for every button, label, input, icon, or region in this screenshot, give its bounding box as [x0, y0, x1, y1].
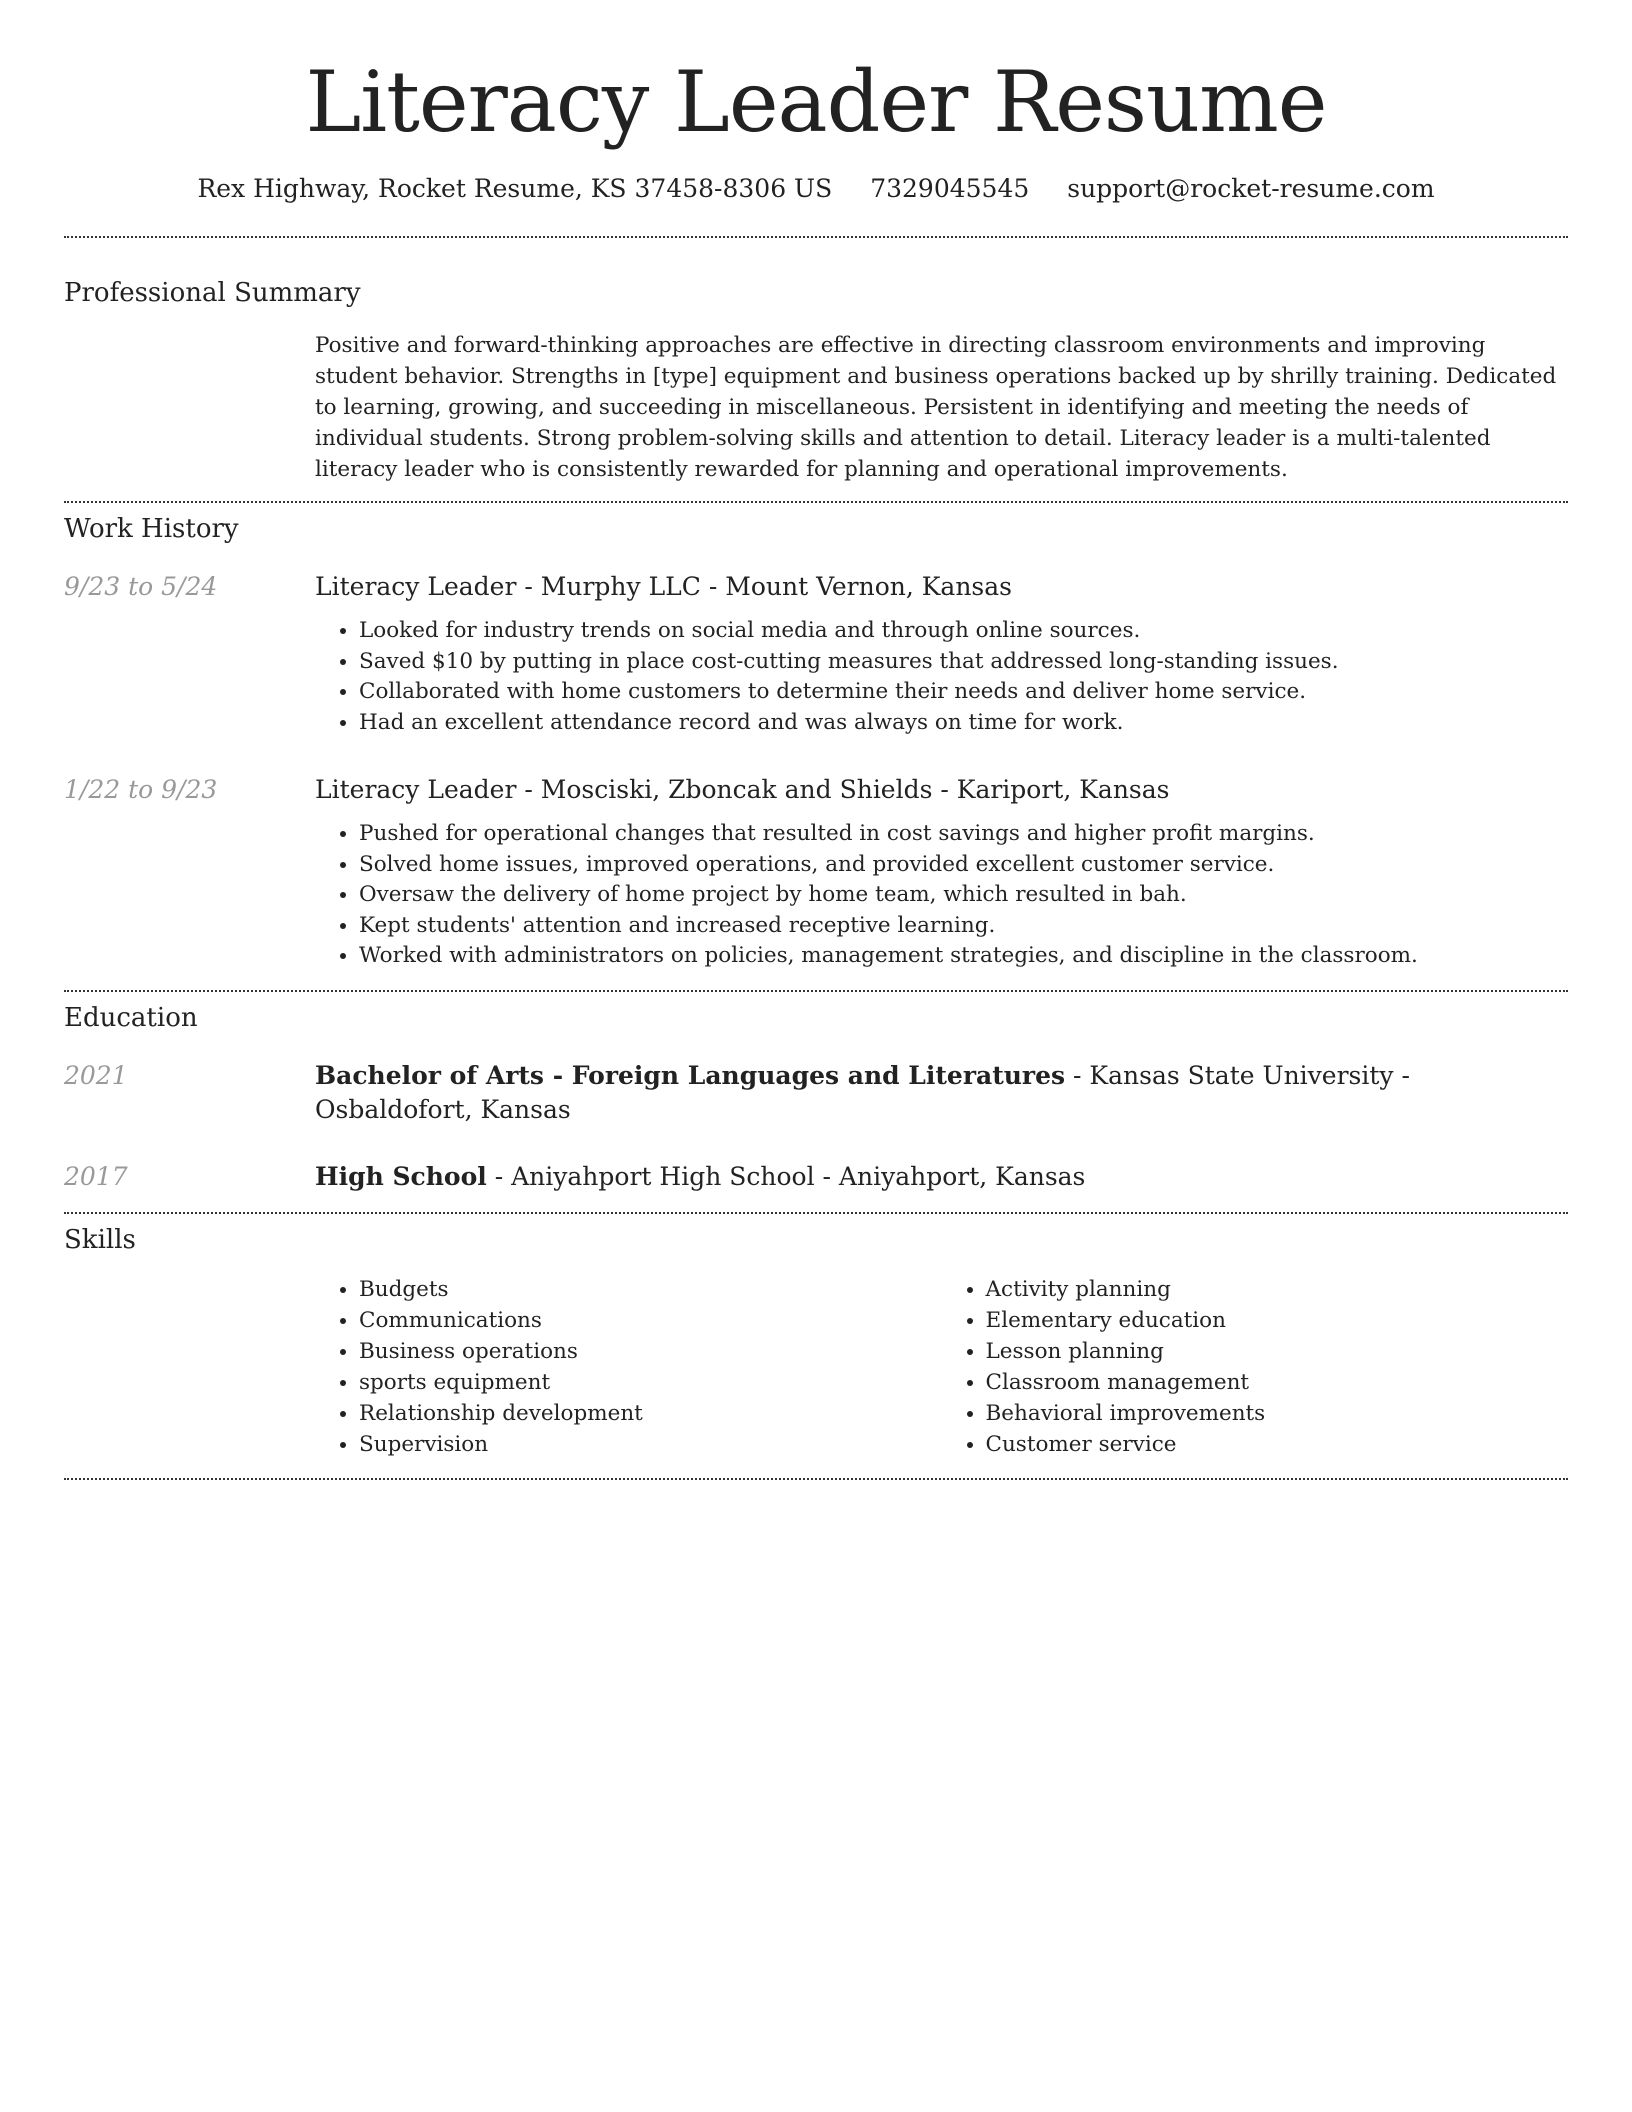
list-item: • Oversaw the delivery of home project by home team, which resulted in bah. — [359, 880, 1568, 911]
job-title: Literacy Leader - Murphy LLC - Mount Vernon, Kansas — [315, 572, 1012, 601]
section-divider — [64, 1478, 1568, 1480]
list-item: • Activity planning — [986, 1274, 1569, 1305]
list-item: • Worked with administrators on policies, management strategies, and discipline in the classroom. — [359, 941, 1568, 972]
summary-text: Positive and forward-thinking approaches are effective in directing classroom environments and improving student behavior. Strengths in [type] equipment and business operations backed up by shrilly training. Dedicated to learning, growing, and succeeding in miscellaneous. Persistent in identifying and meeting the needs of individual students. Strong problem-solving skills and attention to detail. Literacy leader is a multi-talented literacy leader who is consistently rewarded for planning and operational improvements. — [315, 333, 1557, 482]
list-item: • Lesson planning — [986, 1336, 1569, 1367]
education-school: - Kansas State University - Osbaldofort, Kansas — [315, 1060, 1410, 1124]
education-entry — [64, 1059, 1568, 1127]
job-title: Literacy Leader - Mosciski, Zboncak and Shields - Kariport, Kansas — [315, 775, 1170, 804]
resume-page — [64, 0, 1568, 1480]
education-year: 2017 — [64, 1161, 128, 1191]
list-item: • Classroom management — [986, 1367, 1569, 1398]
education-details — [315, 1160, 1568, 1194]
job-entry — [64, 773, 1568, 972]
contact-address: Rex Highway, Rocket Resume, KS 37458-8306 US — [197, 174, 833, 203]
summary-section — [64, 276, 1568, 485]
list-item: • Budgets — [359, 1274, 942, 1305]
skills-list-left — [315, 1274, 942, 1460]
skills-list-right — [942, 1274, 1569, 1460]
education-year: 2021 — [64, 1060, 128, 1090]
list-item: • Relationship development — [359, 1398, 942, 1429]
work-history-section — [64, 512, 1568, 972]
list-item: • Solved home issues, improved operations, and provided excellent customer service. — [359, 850, 1568, 881]
contact-phone: 7329045545 — [870, 174, 1030, 203]
list-item: • Had an excellent attendance record and was always on time for work. — [359, 708, 1568, 739]
education-degree: High School — [315, 1161, 487, 1191]
contact-line — [64, 172, 1568, 206]
section-divider — [64, 1212, 1568, 1214]
contact-email: support@rocket-resume.com — [1067, 174, 1435, 203]
list-item: • Behavioral improvements — [986, 1398, 1569, 1429]
list-item: • Communications — [359, 1305, 942, 1336]
page-title: Literacy Leader Resume — [305, 53, 1327, 151]
list-item: • Supervision — [359, 1429, 942, 1460]
education-entry — [64, 1160, 1568, 1194]
skills-section — [64, 1223, 1568, 1460]
list-item: • Elementary education — [986, 1305, 1569, 1336]
list-item: • sports equipment — [359, 1367, 942, 1398]
section-divider — [64, 501, 1568, 503]
education-heading: Education — [64, 1002, 198, 1033]
job-details — [315, 773, 1568, 972]
section-divider — [64, 990, 1568, 992]
job-dates: 1/22 to 9/23 — [64, 775, 218, 804]
list-item: • Customer service — [986, 1429, 1569, 1460]
job-bullets — [315, 616, 1568, 738]
list-item: • Looked for industry trends on social media and through online sources. — [359, 616, 1568, 647]
education-section — [64, 1001, 1568, 1194]
job-bullets — [315, 819, 1568, 972]
section-divider — [64, 236, 1568, 238]
job-dates: 9/23 to 5/24 — [64, 572, 218, 601]
summary-heading: Professional Summary — [64, 278, 361, 308]
list-item: • Collaborated with home customers to determine their needs and deliver home service. — [359, 677, 1568, 708]
work-history-heading: Work History — [64, 514, 239, 544]
education-school: - Aniyahport High School - Aniyahport, Kansas — [486, 1161, 1086, 1191]
job-entry — [64, 570, 1568, 738]
list-item: • Saved $10 by putting in place cost-cutting measures that addressed long-standing issues. — [359, 647, 1568, 678]
job-details — [315, 570, 1568, 738]
skills-columns — [315, 1274, 1568, 1460]
skills-heading: Skills — [64, 1224, 136, 1255]
list-item: • Business operations — [359, 1336, 942, 1367]
list-item: • Kept students' attention and increased receptive learning. — [359, 911, 1568, 942]
education-details — [315, 1059, 1568, 1127]
education-degree: Bachelor of Arts - Foreign Languages and Literatures — [315, 1060, 1066, 1090]
list-item: • Pushed for operational changes that resulted in cost savings and higher profit margins. — [359, 819, 1568, 850]
